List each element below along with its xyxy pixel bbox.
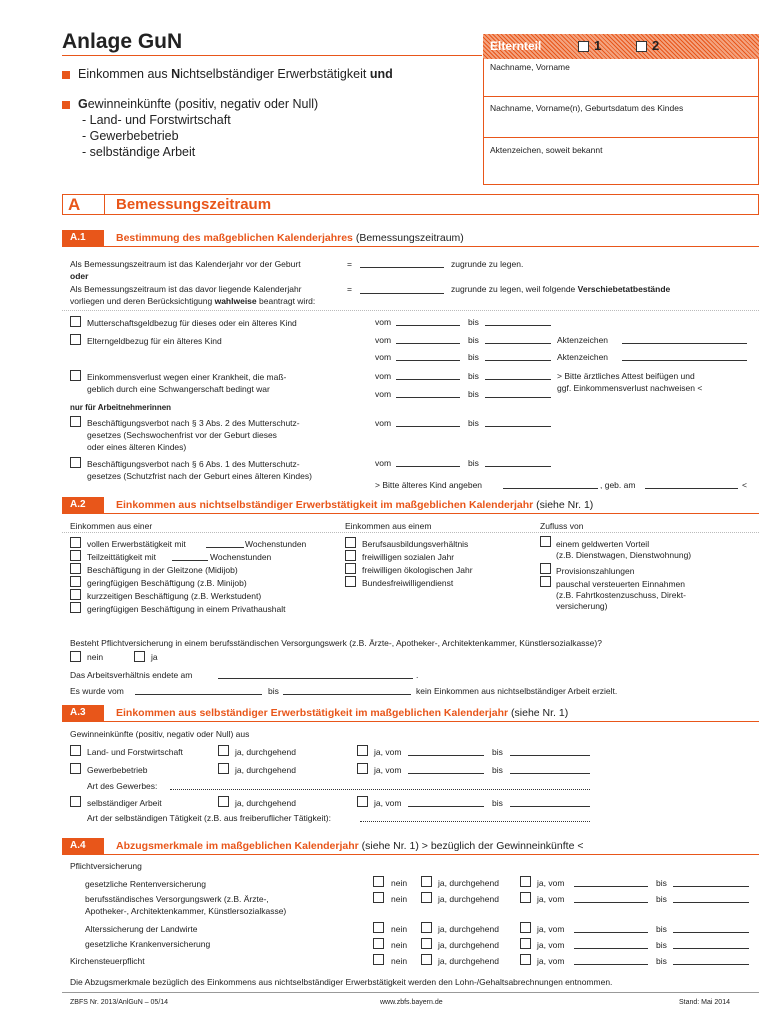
a4-durchgehend-label: ja, durchgehend bbox=[438, 894, 499, 904]
section-a-letter: A bbox=[68, 195, 81, 214]
kurzzeit-checkbox[interactable] bbox=[70, 589, 81, 600]
hours-input[interactable] bbox=[172, 560, 208, 561]
taetigkeit-art-input[interactable] bbox=[360, 821, 590, 822]
gw-vom-checkbox[interactable] bbox=[357, 763, 368, 774]
a4-durchgehend-checkbox[interactable] bbox=[421, 922, 432, 933]
date-input[interactable] bbox=[396, 466, 460, 467]
elternteil-1-label: 1 bbox=[594, 38, 602, 53]
date-input[interactable] bbox=[485, 343, 551, 344]
a4-nein-label: nein bbox=[391, 924, 408, 934]
date-input[interactable] bbox=[510, 806, 590, 807]
vollzeit-checkbox[interactable] bbox=[70, 537, 81, 548]
elterngeld-checkbox[interactable] bbox=[70, 334, 81, 345]
midijob-checkbox[interactable] bbox=[70, 563, 81, 574]
a4-nein-checkbox[interactable] bbox=[373, 892, 384, 903]
aktenzeichen-input[interactable] bbox=[622, 360, 747, 361]
date-input[interactable] bbox=[574, 932, 648, 933]
lw-vom-checkbox[interactable] bbox=[357, 745, 368, 756]
name-field[interactable] bbox=[484, 72, 758, 94]
date-input[interactable] bbox=[673, 932, 749, 933]
a4-vom-label: ja, vom bbox=[537, 956, 565, 966]
year1-input[interactable] bbox=[360, 267, 444, 268]
sub-item: - selbständige Arbeit bbox=[82, 145, 196, 159]
lw-durchgehend-checkbox[interactable] bbox=[218, 745, 229, 756]
date-input[interactable] bbox=[574, 948, 648, 949]
date-input[interactable] bbox=[485, 397, 551, 398]
date-input[interactable] bbox=[396, 379, 460, 380]
date-input[interactable] bbox=[396, 343, 460, 344]
date-input[interactable] bbox=[485, 466, 551, 467]
fsj-checkbox[interactable] bbox=[345, 550, 356, 561]
versorgung-nein-checkbox[interactable] bbox=[70, 651, 81, 662]
date-input[interactable] bbox=[485, 325, 551, 326]
a4-nein-checkbox[interactable] bbox=[373, 938, 384, 949]
date-input[interactable] bbox=[510, 755, 590, 756]
a4-vom-checkbox[interactable] bbox=[520, 938, 531, 949]
a4-title: Abzugsmerkmale im maßgeblichen Kalenderjahr (siehe Nr. 1) > bezüglich der Gewinneinkünfte < bbox=[116, 840, 584, 852]
a1-number: A.1 bbox=[70, 232, 86, 243]
hours-input[interactable] bbox=[206, 547, 244, 548]
year2-input[interactable] bbox=[360, 293, 444, 294]
date-input[interactable] bbox=[408, 773, 484, 774]
a4-nein-label: nein bbox=[391, 940, 408, 950]
provision-checkbox[interactable] bbox=[540, 563, 551, 574]
date-input[interactable] bbox=[574, 886, 648, 887]
a4-vom-checkbox[interactable] bbox=[520, 922, 531, 933]
name-field-label: Nachname, Vorname bbox=[490, 62, 570, 72]
date-input[interactable] bbox=[574, 964, 648, 965]
a4-nein-label: nein bbox=[391, 956, 408, 966]
pauschal-checkbox[interactable] bbox=[540, 576, 551, 587]
elternteil-1-checkbox[interactable] bbox=[578, 41, 589, 52]
elternteil-2-checkbox[interactable] bbox=[636, 41, 647, 52]
date-input[interactable] bbox=[673, 902, 749, 903]
versorgung-ja-checkbox[interactable] bbox=[134, 651, 145, 662]
gewerbe-checkbox[interactable] bbox=[70, 763, 81, 774]
krankheit-checkbox[interactable] bbox=[70, 370, 81, 381]
a4-bis-label: bis bbox=[656, 894, 667, 904]
a4-bis-label: bis bbox=[656, 878, 667, 888]
date-input[interactable] bbox=[485, 426, 551, 427]
date-input[interactable] bbox=[574, 902, 648, 903]
a4-nein-checkbox[interactable] bbox=[373, 876, 384, 887]
date-input[interactable] bbox=[485, 360, 551, 361]
aktenzeichen-field-label: Aktenzeichen, soweit bekannt bbox=[490, 145, 603, 155]
date-input[interactable] bbox=[673, 886, 749, 887]
selbstaendig-checkbox[interactable] bbox=[70, 796, 81, 807]
a4-vom-checkbox[interactable] bbox=[520, 892, 531, 903]
gewerbe-art-input[interactable] bbox=[170, 789, 590, 790]
a4-durchgehend-checkbox[interactable] bbox=[421, 938, 432, 949]
sa-vom-checkbox[interactable] bbox=[357, 796, 368, 807]
a4-durchgehend-checkbox[interactable] bbox=[421, 892, 432, 903]
kind-input[interactable] bbox=[503, 488, 598, 489]
a4-vom-label: ja, vom bbox=[537, 940, 565, 950]
date-input[interactable] bbox=[396, 426, 460, 427]
gw-durchgehend-checkbox[interactable] bbox=[218, 763, 229, 774]
date-input[interactable] bbox=[283, 694, 411, 695]
date-input[interactable] bbox=[510, 773, 590, 774]
bullet-icon bbox=[62, 71, 70, 79]
a4-bis-label: bis bbox=[656, 940, 667, 950]
bfd-checkbox[interactable] bbox=[345, 576, 356, 587]
a4-durchgehend-checkbox[interactable] bbox=[421, 954, 432, 965]
footer-left: ZBFS Nr. 2013/AnlGuN – 05/14 bbox=[70, 999, 169, 1006]
a4-nein-label: nein bbox=[391, 878, 408, 888]
a3-title: Einkommen aus selbständiger Erwerbstätigkeit im maßgeblichen Kalenderjahr (siehe Nr. 1) bbox=[116, 707, 569, 719]
teilzeit-checkbox[interactable] bbox=[70, 550, 81, 561]
a4-vom-checkbox[interactable] bbox=[520, 954, 531, 965]
page-title: Anlage GuN bbox=[62, 30, 183, 53]
a4-bis-label: bis bbox=[656, 924, 667, 934]
a4-bis-label: bis bbox=[656, 956, 667, 966]
foej-checkbox[interactable] bbox=[345, 563, 356, 574]
footer-right: Stand: Mai 2014 bbox=[679, 999, 730, 1006]
end-date-input[interactable] bbox=[218, 678, 413, 679]
a2-number: A.2 bbox=[70, 499, 86, 510]
sub-item: - Gewerbebetrieb bbox=[82, 129, 179, 143]
a2-title: Einkommen aus nichtselbständiger Erwerbstätigkeit im maßgeblichen Kalenderjahr (siehe Nr. 1) bbox=[116, 499, 594, 511]
bullet2-text: Gewinneinkünfte (positiv, negativ oder Null) bbox=[78, 97, 319, 111]
a4-nein-checkbox[interactable] bbox=[373, 922, 384, 933]
date-input[interactable] bbox=[673, 964, 749, 965]
bullet-icon bbox=[62, 101, 70, 109]
a4-vom-checkbox[interactable] bbox=[520, 876, 531, 887]
ausbildung-checkbox[interactable] bbox=[345, 537, 356, 548]
date-input[interactable] bbox=[408, 806, 484, 807]
date-input[interactable] bbox=[396, 325, 460, 326]
section-a-title: Bemessungszeitraum bbox=[116, 196, 272, 213]
a4-durchgehend-label: ja, durchgehend bbox=[438, 924, 499, 934]
date-input[interactable] bbox=[485, 379, 551, 380]
date-input[interactable] bbox=[396, 397, 460, 398]
minijob-checkbox[interactable] bbox=[70, 576, 81, 587]
mutterschaft-checkbox[interactable] bbox=[70, 316, 81, 327]
footer-url[interactable]: www.zbfs.bayern.de bbox=[380, 999, 443, 1006]
elternteil-label: Elternteil bbox=[490, 39, 542, 53]
a4-nein-label: nein bbox=[391, 894, 408, 904]
a4-vom-label: ja, vom bbox=[537, 894, 565, 904]
header-line bbox=[62, 55, 482, 56]
a4-durchgehend-checkbox[interactable] bbox=[421, 876, 432, 887]
a1-title: Bestimmung des maßgeblichen Kalenderjahres (Bemessungszeitraum) bbox=[116, 232, 464, 244]
date-input[interactable] bbox=[135, 694, 262, 695]
verbot3-checkbox[interactable] bbox=[70, 416, 81, 427]
child-field-label: Nachname, Vorname(n), Geburtsdatum des Kindes bbox=[490, 103, 684, 113]
verbot6-checkbox[interactable] bbox=[70, 457, 81, 468]
bullet1-text: Einkommen aus Nichtselbständiger Erwerbstätigkeit und bbox=[78, 67, 393, 81]
a4-vom-label: ja, vom bbox=[537, 878, 565, 888]
landwirtschaft-checkbox[interactable] bbox=[70, 745, 81, 756]
birthdate-input[interactable] bbox=[645, 488, 738, 489]
aktenzeichen-input[interactable] bbox=[622, 343, 747, 344]
sub-item: - Land- und Forstwirtschaft bbox=[82, 113, 231, 127]
geldwert-checkbox[interactable] bbox=[540, 536, 551, 547]
date-input[interactable] bbox=[673, 948, 749, 949]
a4-nein-checkbox[interactable] bbox=[373, 954, 384, 965]
privathaushalt-checkbox[interactable] bbox=[70, 602, 81, 613]
a4-vom-label: ja, vom bbox=[537, 924, 565, 934]
a3-number: A.3 bbox=[70, 707, 86, 718]
a4-durchgehend-label: ja, durchgehend bbox=[438, 940, 499, 950]
a4-durchgehend-label: ja, durchgehend bbox=[438, 956, 499, 966]
sa-durchgehend-checkbox[interactable] bbox=[218, 796, 229, 807]
date-input[interactable] bbox=[396, 360, 460, 361]
date-input[interactable] bbox=[408, 755, 484, 756]
a4-number: A.4 bbox=[70, 840, 86, 851]
a4-durchgehend-label: ja, durchgehend bbox=[438, 878, 499, 888]
elternteil-2-label: 2 bbox=[652, 38, 660, 53]
